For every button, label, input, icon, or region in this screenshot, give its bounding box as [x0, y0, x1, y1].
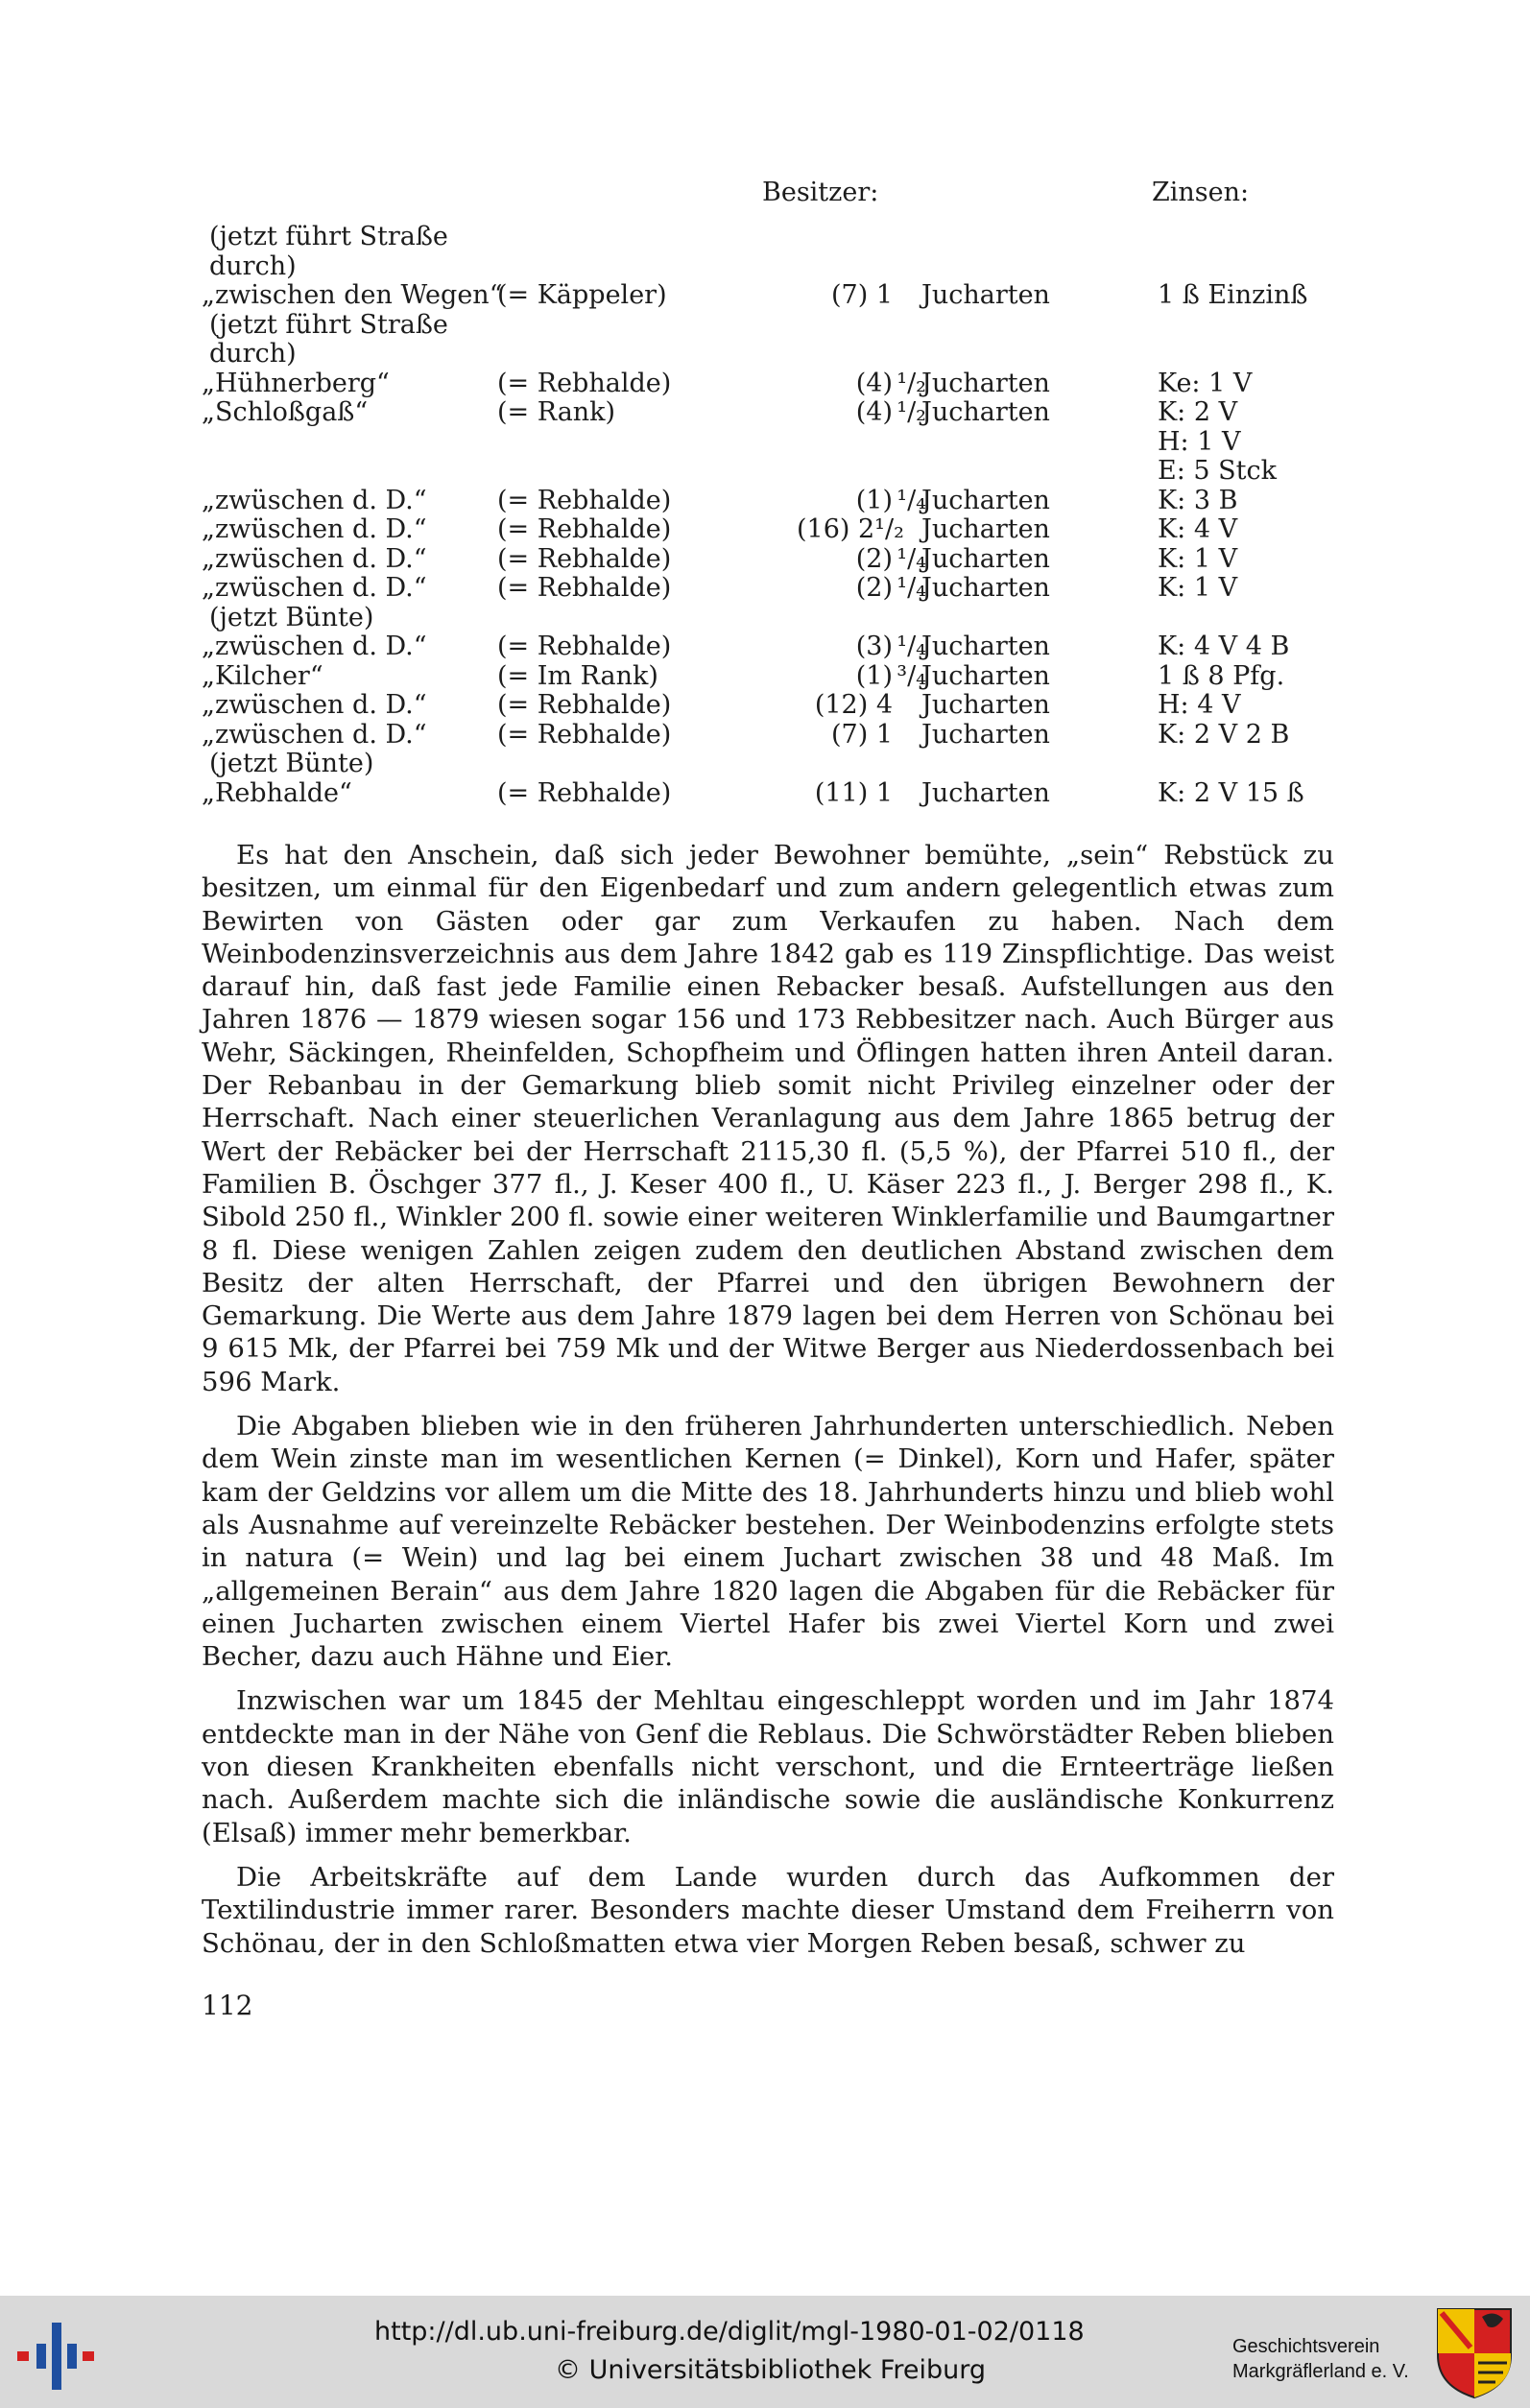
- row-location: (= Rebhalde): [497, 632, 672, 661]
- row-interest: K: 2 V 2 B: [1158, 719, 1290, 750]
- row-interest: E: 5 Stck: [1158, 456, 1277, 486]
- table-header: [202, 179, 1353, 223]
- row-name: „zwüschen d. D.“: [202, 573, 427, 603]
- row-unit: Jucharten: [921, 719, 1050, 750]
- row-owner-number: (7) 1: [830, 280, 893, 310]
- paragraph: Inzwischen war um 1845 der Mehltau eingeschleppt worden und im Jahr 1874 entdeckte man in der Nähe von Genf die Reblaus. Die Schwörstädter Reben blieben von diesen Krankheiten ebenfalls nicht verschont, und die Ernteerträge ließen nach. Außerdem machte sich die inländische sowie die ausländische Konkurrenz (Elsaß) immer mehr bemerkbar.: [202, 1685, 1334, 1848]
- row-owner-number: (2): [855, 573, 893, 603]
- row-name: durch): [209, 250, 297, 281]
- row-location: (= Rebhalde): [497, 514, 672, 544]
- row-fraction: ¹/₂: [896, 368, 926, 398]
- table-rows: [202, 223, 1353, 808]
- row-name: „Rebhalde“: [202, 777, 352, 808]
- row-interest: K: 4 V: [1158, 514, 1238, 544]
- society-line1: Geschichtsverein: [1232, 2336, 1380, 2357]
- row-name: (jetzt Bünte): [209, 749, 374, 778]
- copyright-text: © Universitätsbibliothek Freiburg: [555, 2355, 987, 2385]
- row-name: „Schloßgaß“: [202, 397, 369, 427]
- table-row: [202, 311, 1353, 341]
- row-name: „zwüschen d. D.“: [202, 514, 427, 544]
- row-unit: Jucharten: [921, 543, 1050, 574]
- row-unit: Jucharten: [921, 280, 1050, 310]
- table-row: [202, 428, 1353, 458]
- row-owner-number: (2): [855, 543, 893, 574]
- row-owner-number: (7) 1: [830, 719, 893, 750]
- table-row: [202, 779, 1353, 809]
- row-location: (= Rebhalde): [497, 485, 672, 515]
- header-interest: Zinsen:: [1152, 178, 1250, 207]
- row-owner-number: (11) 1: [814, 777, 893, 808]
- row-unit: Jucharten: [921, 573, 1050, 603]
- row-unit: Jucharten: [921, 660, 1050, 691]
- row-unit: Jucharten: [921, 485, 1050, 515]
- row-interest: Ke: 1 V: [1158, 368, 1253, 398]
- row-owner-number: (1): [855, 660, 893, 691]
- row-interest: H: 1 V: [1158, 426, 1241, 457]
- paragraph: Die Arbeitskräfte auf dem Lande wurden durch das Aufkommen der Textilindustrie immer rarer. Besonders machte dieser Umstand dem Freiherrn von Schönau, der in den Schloßmatten etwa vier Morgen Reben besaß, schwer zu: [202, 1861, 1334, 1959]
- paragraph: Es hat den Anschein, daß sich jeder Bewohner bemühte, „sein“ Rebstück zu besitzen, um einmal für den Eigenbedarf und zum andern gelegentlich etwas zum Bewirten von Gästen oder gar zum Verkaufen zu haben. Nach dem Weinbodenzinsverzeichnis aus dem Jahre 1842 gab es 119 Zinspflichtige. Das weist darauf hin, daß fast jede Familie einen Rebacker besaß. Aufstellungen aus den Jahren 1876 — 1879 wiesen sogar 156 und 173 Rebbesitzer nach. Auch Bürger aus Wehr, Säckingen, Rheinfelden, Schopfheim und Öflingen hatten ihren Anteil daran. Der Rebanbau in der Gemarkung blieb somit nicht Privileg einzelner oder der Herrschaft. Nach einer steuerlichen Veranlagung aus dem Jahre 1865 betrug der Wert der Rebäcker bei der Herrschaft 2115,30 fl. (5,5 %), der Pfarrei 510 fl., der Familien B. Öschger 377 fl., J. Keser 400 fl., U. Käser 223 fl., J. Berger 298 fl., K. Sibold 250 fl., Winkler 200 fl. sowie einer weiteren Winklerfamilie und Baumgartner 8 fl. Diese wenigen Zahlen zeigen zudem den deutlichen Abstand zwischen dem Besitz der alten Herrschaft, der Pfarrei und den übrigen Bewohnern der Gemarkung. Die Werte aus dem Jahre 1879 lagen bei dem Herren von Schönau bei 9 615 Mk, der Pfarrei bei 759 Mk und der Witwe Berger aus Niederdossenbach bei 596 Mark.: [202, 840, 1334, 1397]
- row-location: (= Rebhalde): [497, 368, 672, 398]
- row-name: „zwüschen d. D.“: [202, 690, 427, 720]
- row-name: „zwischen den Wegen“: [202, 280, 503, 310]
- table-row: [202, 750, 1353, 779]
- permalink-url[interactable]: http://dl.ub.uni-freiburg.de/diglit/mgl-1980-01-02/0118: [374, 2317, 1085, 2347]
- table-row: [202, 252, 1353, 282]
- table-row: [202, 487, 1353, 516]
- table-row: [202, 281, 1353, 311]
- row-name: „Kilcher“: [202, 660, 323, 691]
- row-name: (jetzt führt Straße: [209, 309, 448, 340]
- row-fraction: ¹/₄: [896, 573, 926, 603]
- body-text: [202, 839, 1334, 1971]
- row-interest: H: 4 V: [1158, 690, 1241, 720]
- row-location: (= Rebhalde): [497, 777, 672, 808]
- footer-bar: [0, 2296, 1530, 2408]
- table-row: [202, 515, 1353, 545]
- row-location: (= Rebhalde): [497, 719, 672, 750]
- table-row: [202, 662, 1353, 692]
- row-interest: K: 2 V 15 ß: [1158, 777, 1304, 808]
- row-unit: Jucharten: [921, 397, 1050, 427]
- row-interest: K: 3 B: [1158, 485, 1238, 515]
- row-location: (= Im Rank): [497, 660, 658, 691]
- row-owner-number: (3): [855, 632, 893, 661]
- row-owner-number: (16) 2¹/₂: [797, 514, 904, 544]
- row-location: (= Rank): [497, 397, 616, 427]
- row-name: „zwüschen d. D.“: [202, 485, 427, 515]
- row-location: (= Rebhalde): [497, 690, 672, 720]
- row-name: „zwüschen d. D.“: [202, 632, 427, 661]
- paragraph: Die Abgaben blieben wie in den früheren Jahrhunderten unterschiedlich. Neben dem Wein zinste man im wesentlichen Kernen (= Dinkel), Korn und Hafer, später kam der Geldzins vor allem um die Mitte des 18. Jahrhunderts hinzu und blieb wohl als Ausnahme auf vereinzelte Rebäcker bestehen. Der Weinbodenzins erfolgte stets in natura (= Wein) und lag bei einem Juchart zwischen 38 und 48 Maß. Im „allgemeinen Berain“ aus dem Jahre 1820 lagen die Abgaben für die Rebäcker für einen Jucharten zwischen einem Viertel Hafer bis zwei Viertel Korn und zwei Becher, dazu auch Hähne und Eier.: [202, 1411, 1334, 1673]
- row-fraction: ¹/₄: [896, 485, 926, 515]
- row-unit: Jucharten: [921, 777, 1050, 808]
- page-number: 112: [202, 1990, 253, 2021]
- vineyard-table: [202, 179, 1353, 808]
- row-name: „Hühnerberg“: [202, 368, 390, 398]
- table-row: [202, 632, 1353, 662]
- row-location: (= Rebhalde): [497, 543, 672, 574]
- table-row: [202, 545, 1353, 575]
- row-fraction: ¹/₄: [896, 543, 926, 574]
- row-interest: 1 ß 8 Pfg.: [1158, 660, 1285, 691]
- table-row: [202, 340, 1353, 370]
- table-row: [202, 604, 1353, 633]
- row-unit: Jucharten: [921, 368, 1050, 398]
- row-location: (= Rebhalde): [497, 573, 672, 603]
- header-owner: Besitzer:: [762, 178, 879, 207]
- table-row: [202, 223, 1353, 252]
- row-owner-number: (4): [855, 397, 893, 427]
- row-name: „zwüschen d. D.“: [202, 719, 427, 750]
- row-name: „zwüschen d. D.“: [202, 543, 427, 574]
- table-row: [202, 691, 1353, 721]
- row-owner-number: (1): [855, 485, 893, 515]
- row-interest: 1 ß Einzinß: [1158, 280, 1308, 310]
- table-row: [202, 721, 1353, 751]
- row-unit: Jucharten: [921, 690, 1050, 720]
- row-fraction: ³/₄: [896, 660, 926, 691]
- library-logo-icon: [17, 2317, 94, 2394]
- row-interest: K: 2 V: [1158, 397, 1238, 427]
- row-fraction: ¹/₄: [896, 632, 926, 661]
- society-line2: Markgräflerland e. V.: [1232, 2361, 1409, 2382]
- table-row: [202, 398, 1353, 428]
- row-name: (jetzt Bünte): [209, 602, 374, 632]
- coat-of-arms-icon: [1434, 2305, 1515, 2399]
- row-location: (= Käppeler): [497, 280, 667, 310]
- row-interest: K: 1 V: [1158, 543, 1238, 574]
- row-name: durch): [209, 339, 297, 369]
- row-unit: Jucharten: [921, 514, 1050, 544]
- table-row: [202, 574, 1353, 604]
- row-interest: K: 1 V: [1158, 573, 1238, 603]
- row-interest: K: 4 V 4 B: [1158, 632, 1290, 661]
- row-owner-number: (12) 4: [814, 690, 893, 720]
- society-name: [1232, 2334, 1409, 2384]
- table-row: [202, 457, 1353, 487]
- row-name: (jetzt führt Straße: [209, 222, 448, 251]
- table-row: [202, 370, 1353, 399]
- row-unit: Jucharten: [921, 632, 1050, 661]
- row-owner-number: (4): [855, 368, 893, 398]
- row-fraction: ¹/₂: [896, 397, 926, 427]
